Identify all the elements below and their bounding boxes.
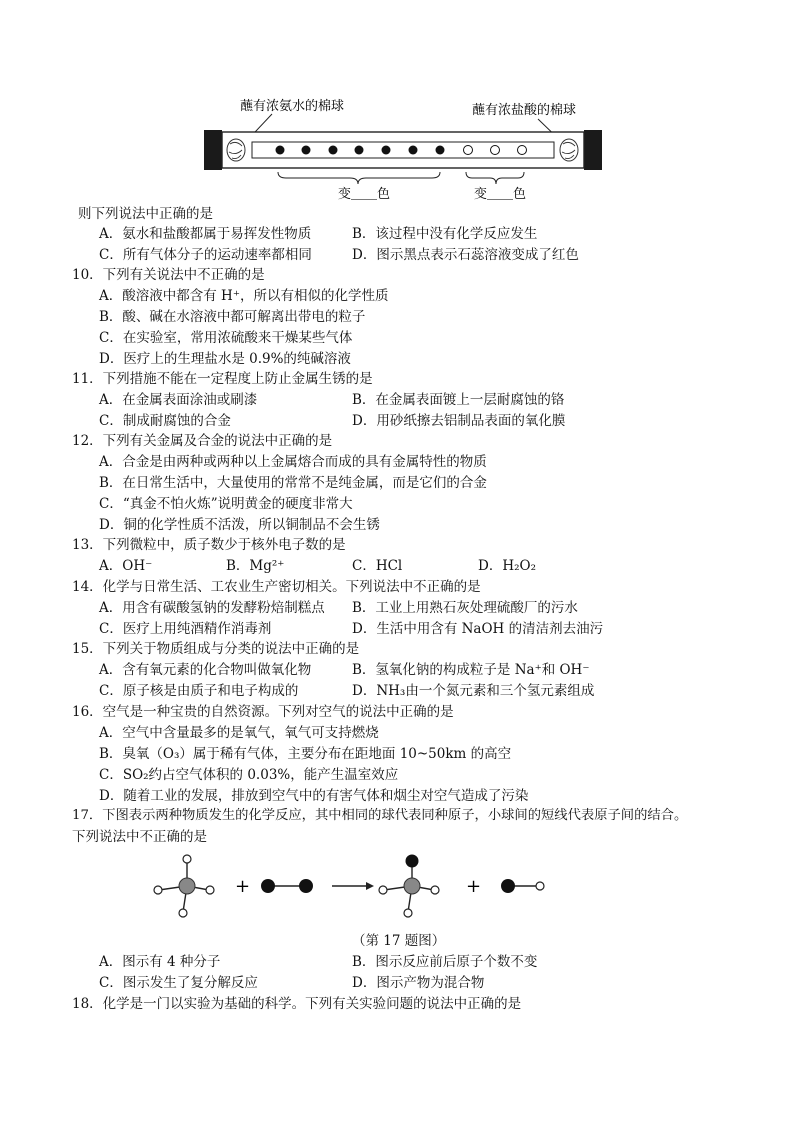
q11-option-d[interactable]: D．用砂纸擦去铝制品表面的氧化膜 [352,413,566,429]
right-color-label: 变＿＿色 [474,187,527,202]
q15-option-c[interactable]: C．原子核是由质子和电子构成的 [99,683,299,699]
q17-option-a[interactable]: A．图示有 4 种分子 [99,954,221,970]
q17-stem-line1: 17．下图表示两种物质发生的化学反应，其中相同的球代表同种原子，小球间的短线代表原子间的结合。 [72,808,688,823]
right-stopper [584,130,602,170]
q13-option-a[interactable]: A．OH⁻ [99,558,153,574]
q13-stem: 13．下列微粒中，质子数少于核外电子数的是 [72,537,346,553]
q17-figure-caption: （第 17 题图） [352,933,446,949]
q14-option-a[interactable]: A．用含有碳酸氢钠的发酵粉焙制糕点 [99,600,325,616]
black-dot [329,146,338,155]
q17-stem-line2: 下列说法中不正确的是 [72,829,207,845]
white-dot [491,146,500,155]
black-dot [436,146,445,155]
right-brace [466,172,524,184]
product-molecule-1 [379,855,439,918]
q10-option-b[interactable]: B．酸、碱在水溶液中都可解离出带电的粒子 [99,309,366,325]
q10-option-a[interactable]: A．酸溶液中都含有 H⁺，所以有相似的化学性质 [99,288,389,304]
product-molecule-2 [501,879,544,893]
plus-sign: + [235,876,251,897]
q11-stem: 11．下列措施不能在一定程度上防止金属生锈的是 [72,371,373,387]
q10-stem: 10．下列有关说法中不正确的是 [72,267,265,283]
q17-option-b[interactable]: B．图示反应前后原子个数不变 [352,954,538,970]
q12-option-c[interactable]: C．“真金不怕火炼”说明黄金的硬度非常大 [99,496,353,512]
q12-option-a[interactable]: A．合金是由两种或两种以上金属熔合而成的具有金属特性的物质 [99,454,487,470]
q17-option-d[interactable]: D．图示产物为混合物 [352,975,485,991]
white-dot [518,146,527,155]
q9-stem: 则下列说法中正确的是 [78,206,213,222]
q14-option-b[interactable]: B．工业上用熟石灰处理硫酸厂的污水 [352,600,578,616]
filter-paper-strip [252,142,554,158]
q12-option-d[interactable]: D．铜的化学性质不活泼，所以铜制品不会生锈 [99,517,380,533]
white-dot [464,146,473,155]
q18-stem: 18．化学是一门以实验为基础的科学。下列有关实验问题的说法中正确的是 [72,996,522,1012]
black-dot [382,146,391,155]
black-dot [302,146,311,155]
black-dot [276,146,285,155]
q12-option-b[interactable]: B．在日常生活中，大量使用的常常不是纯金属，而是它们的合金 [99,475,487,491]
q16-option-d[interactable]: D．随着工业的发展，排放到空气中的有害气体和烟尘对空气造成了污染 [99,788,529,804]
q15-option-a[interactable]: A．含有氧元素的化合物叫做氧化物 [99,662,312,678]
left-stopper [204,130,222,170]
q11-option-a[interactable]: A．在金属表面涂油或刷漆 [99,392,258,408]
reactant-molecule-1 [154,855,214,917]
q15-stem: 15．下列关于物质组成与分类的说法中正确的是 [72,641,360,657]
q9-option-c[interactable]: C．所有气体分子的运动速率都相同 [99,247,312,263]
q14-option-d[interactable]: D．生活中用含有 NaOH 的清洁剂去油污 [352,621,604,637]
reaction-arrow [332,882,374,890]
q14-stem: 14．化学与日常生活、工农业生产密切相关。下列说法中不正确的是 [72,579,481,595]
black-dot [355,146,364,155]
q13-option-d[interactable]: D．H₂O₂ [478,558,536,574]
black-dot [409,146,418,155]
q13-option-b[interactable]: B．Mg²⁺ [226,558,285,574]
q11-option-b[interactable]: B．在金属表面镀上一层耐腐蚀的铬 [352,392,565,408]
q15-option-b[interactable]: B．氢氧化钠的构成粒子是 Na⁺和 OH⁻ [352,662,590,678]
q9-option-a[interactable]: A．氨水和盐酸都属于易挥发性物质 [99,226,312,242]
q9-option-b[interactable]: B．该过程中没有化学反应发生 [352,226,538,242]
q16-option-c[interactable]: C．SO₂约占空气体积的 0.03%，能产生温室效应 [99,767,399,783]
plus-sign: + [466,876,482,897]
q15-option-d[interactable]: D．NH₃由一个氮元素和三个氢元素组成 [352,683,595,699]
q12-stem: 12．下列有关金属及合金的说法中正确的是 [72,433,333,449]
q10-option-d[interactable]: D．医疗上的生理盐水是 0.9%的纯碱溶液 [99,351,351,367]
diffusion-tube-figure [200,92,610,204]
reactant-molecule-2 [261,879,313,893]
q11-option-c[interactable]: C．制成耐腐蚀的合金 [99,413,231,429]
q16-stem: 16．空气是一种宝贵的自然资源。下列对空气的说法中正确的是 [72,704,454,720]
q17-option-c[interactable]: C．图示发生了复分解反应 [99,975,258,991]
left-color-label: 变＿＿色 [338,187,391,202]
left-brace [278,172,440,184]
label-hcl-cotton: 蘸有浓盐酸的棉球 [472,103,577,118]
q13-option-c[interactable]: C．HCl [352,558,403,574]
q9-option-d[interactable]: D．图示黑点表示石蕊溶液变成了红色 [352,247,579,263]
q10-option-c[interactable]: C．在实验室，常用浓硫酸来干燥某些气体 [99,330,353,346]
q16-option-b[interactable]: B．臭氧（O₃）属于稀有气体，主要分布在距地面 10~50km 的高空 [99,746,512,762]
q16-option-a[interactable]: A．空气中含量最多的是氧气，氧气可支持燃烧 [99,725,379,741]
q14-option-c[interactable]: C．医疗上用纯酒精作消毒剂 [99,621,272,637]
label-ammonia-cotton: 蘸有浓氨水的棉球 [240,99,345,114]
reaction-diagram [150,852,560,924]
